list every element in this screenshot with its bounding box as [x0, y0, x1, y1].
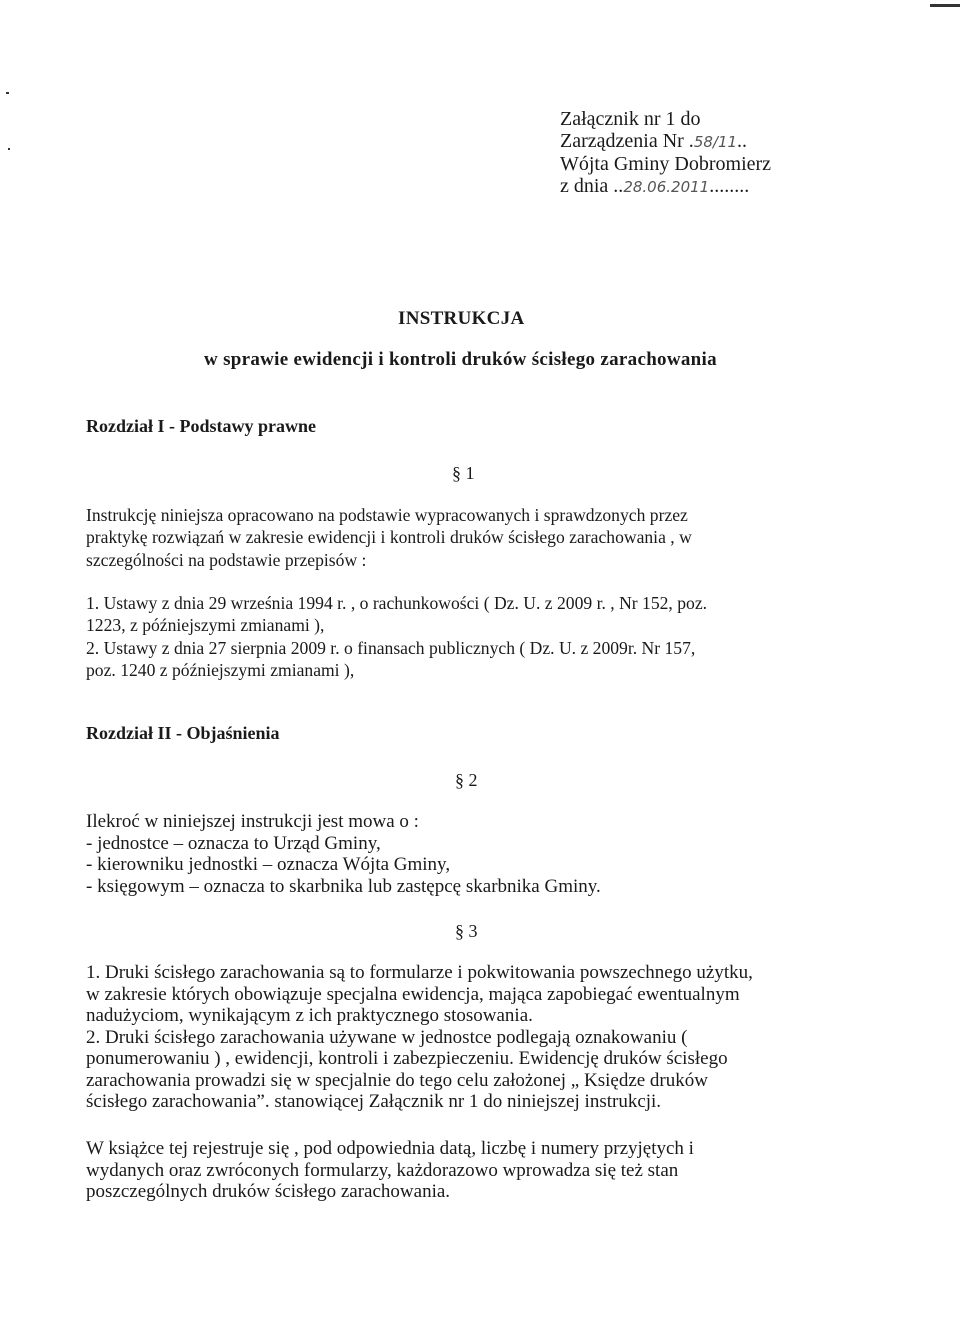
section-2-mark: § 2 [455, 770, 478, 790]
definition-item: - kierowniku jednostki – oznacza Wójta Gminy, [86, 854, 451, 875]
header-line-1: Załącznik nr 1 do [560, 108, 701, 130]
section-3-line: ścisłego zarachowania”. stanowiącej Załącznik nr 1 do niniejszej instrukcji. [86, 1091, 662, 1112]
scan-mark-top-right [930, 4, 960, 7]
section-3-line: 2. Druki ścisłego zarachowania używane w jednostce podlegają oznakowaniu ( [86, 1026, 688, 1048]
legal-basis-list [86, 592, 707, 681]
attachment-header [560, 108, 771, 198]
section-3-line: nadużyciom, wynikającym z ich praktycznego stosowania. [86, 1005, 533, 1026]
section-1-mark: § 1 [452, 463, 475, 483]
list-item: 2. Ustawy z dnia 27 sierpnia 2009 r. o finansach publicznych ( Dz. U. z 2009r. Nr 157, [86, 637, 696, 658]
header-line-4: z dnia ..28.06.2011........ [560, 175, 750, 197]
chapter-2-heading: Rozdział II - Objaśnienia [86, 723, 280, 743]
register-paragraph [86, 1138, 694, 1203]
paragraph-line: szczególności na podstawie przepisów : [86, 549, 367, 570]
list-item-continuation: 1223, z późniejszymi zmianami ), [86, 615, 325, 636]
section-3-line: ponumerowaniu ) , ewidencji, kontroli i zabezpieczeniu. Ewidencję druków ścisłego [86, 1048, 728, 1069]
paragraph-line: praktykę rozwiązań w zakresie ewidencji i kontroli druków ścisłego zarachowania , w [86, 527, 692, 548]
list-item: 1. Ustawy z dnia 29 września 1994 r. , o rachunkowości ( Dz. U. z 2009 r. , Nr 152, poz. [86, 593, 708, 613]
definitions-list [86, 811, 601, 897]
document-subtitle: w sprawie ewidencji i kontroli druków ścisłego zarachowania [204, 349, 717, 370]
document-title: INSTRUKCJA [398, 308, 525, 329]
section-3-line: 1. Druki ścisłego zarachowania są to formularze i pokwitowania powszechnego użytku, [86, 962, 753, 983]
definition-item: - jednostce – oznacza to Urząd Gminy, [86, 832, 381, 854]
definitions-intro: Ilekroć w niniejszej instrukcji jest mowa o : [86, 811, 419, 832]
chapter-1-paragraph [86, 504, 692, 571]
register-line: W książce tej rejestruje się , pod odpowiednia datą, liczbę i numery przyjętych i [86, 1138, 694, 1159]
definition-item: - księgowym – oznacza to skarbnika lub zastępcę skarbnika Gminy. [86, 875, 601, 897]
chapter-1-heading: Rozdział I - Podstawy prawne [86, 416, 316, 436]
header-line-2: Zarządzenia Nr .58/11.. [560, 130, 748, 152]
section-3-line: zarachowania prowadzi się w specjalnie do tego celu założonej „ Księdze druków [86, 1069, 708, 1091]
scan-speck [6, 92, 9, 94]
register-line: wydanych oraz zwróconych formularzy, każdorazowo wprowadza się też stan [86, 1159, 679, 1181]
list-item-continuation: poz. 1240 z późniejszymi zmianami ), [86, 659, 355, 680]
header-line-3: Wójta Gminy Dobromierz [560, 153, 772, 175]
section-3-mark: § 3 [455, 921, 478, 941]
section-3-points [86, 962, 753, 1113]
handwritten-order-number: 58/11 [693, 133, 738, 151]
section-3-line: w zakresie których obowiązuje specjalna ewidencja, mająca zapobiegać ewentualnym [86, 983, 740, 1005]
scan-speck [8, 148, 10, 150]
paragraph-line: Instrukcję niniejsza opracowano na podstawie wypracowanych i sprawdzonych przez [86, 505, 688, 525]
handwritten-date: 28.06.2011 [623, 178, 710, 196]
register-line: poszczególnych druków ścisłego zarachowania. [86, 1181, 451, 1202]
